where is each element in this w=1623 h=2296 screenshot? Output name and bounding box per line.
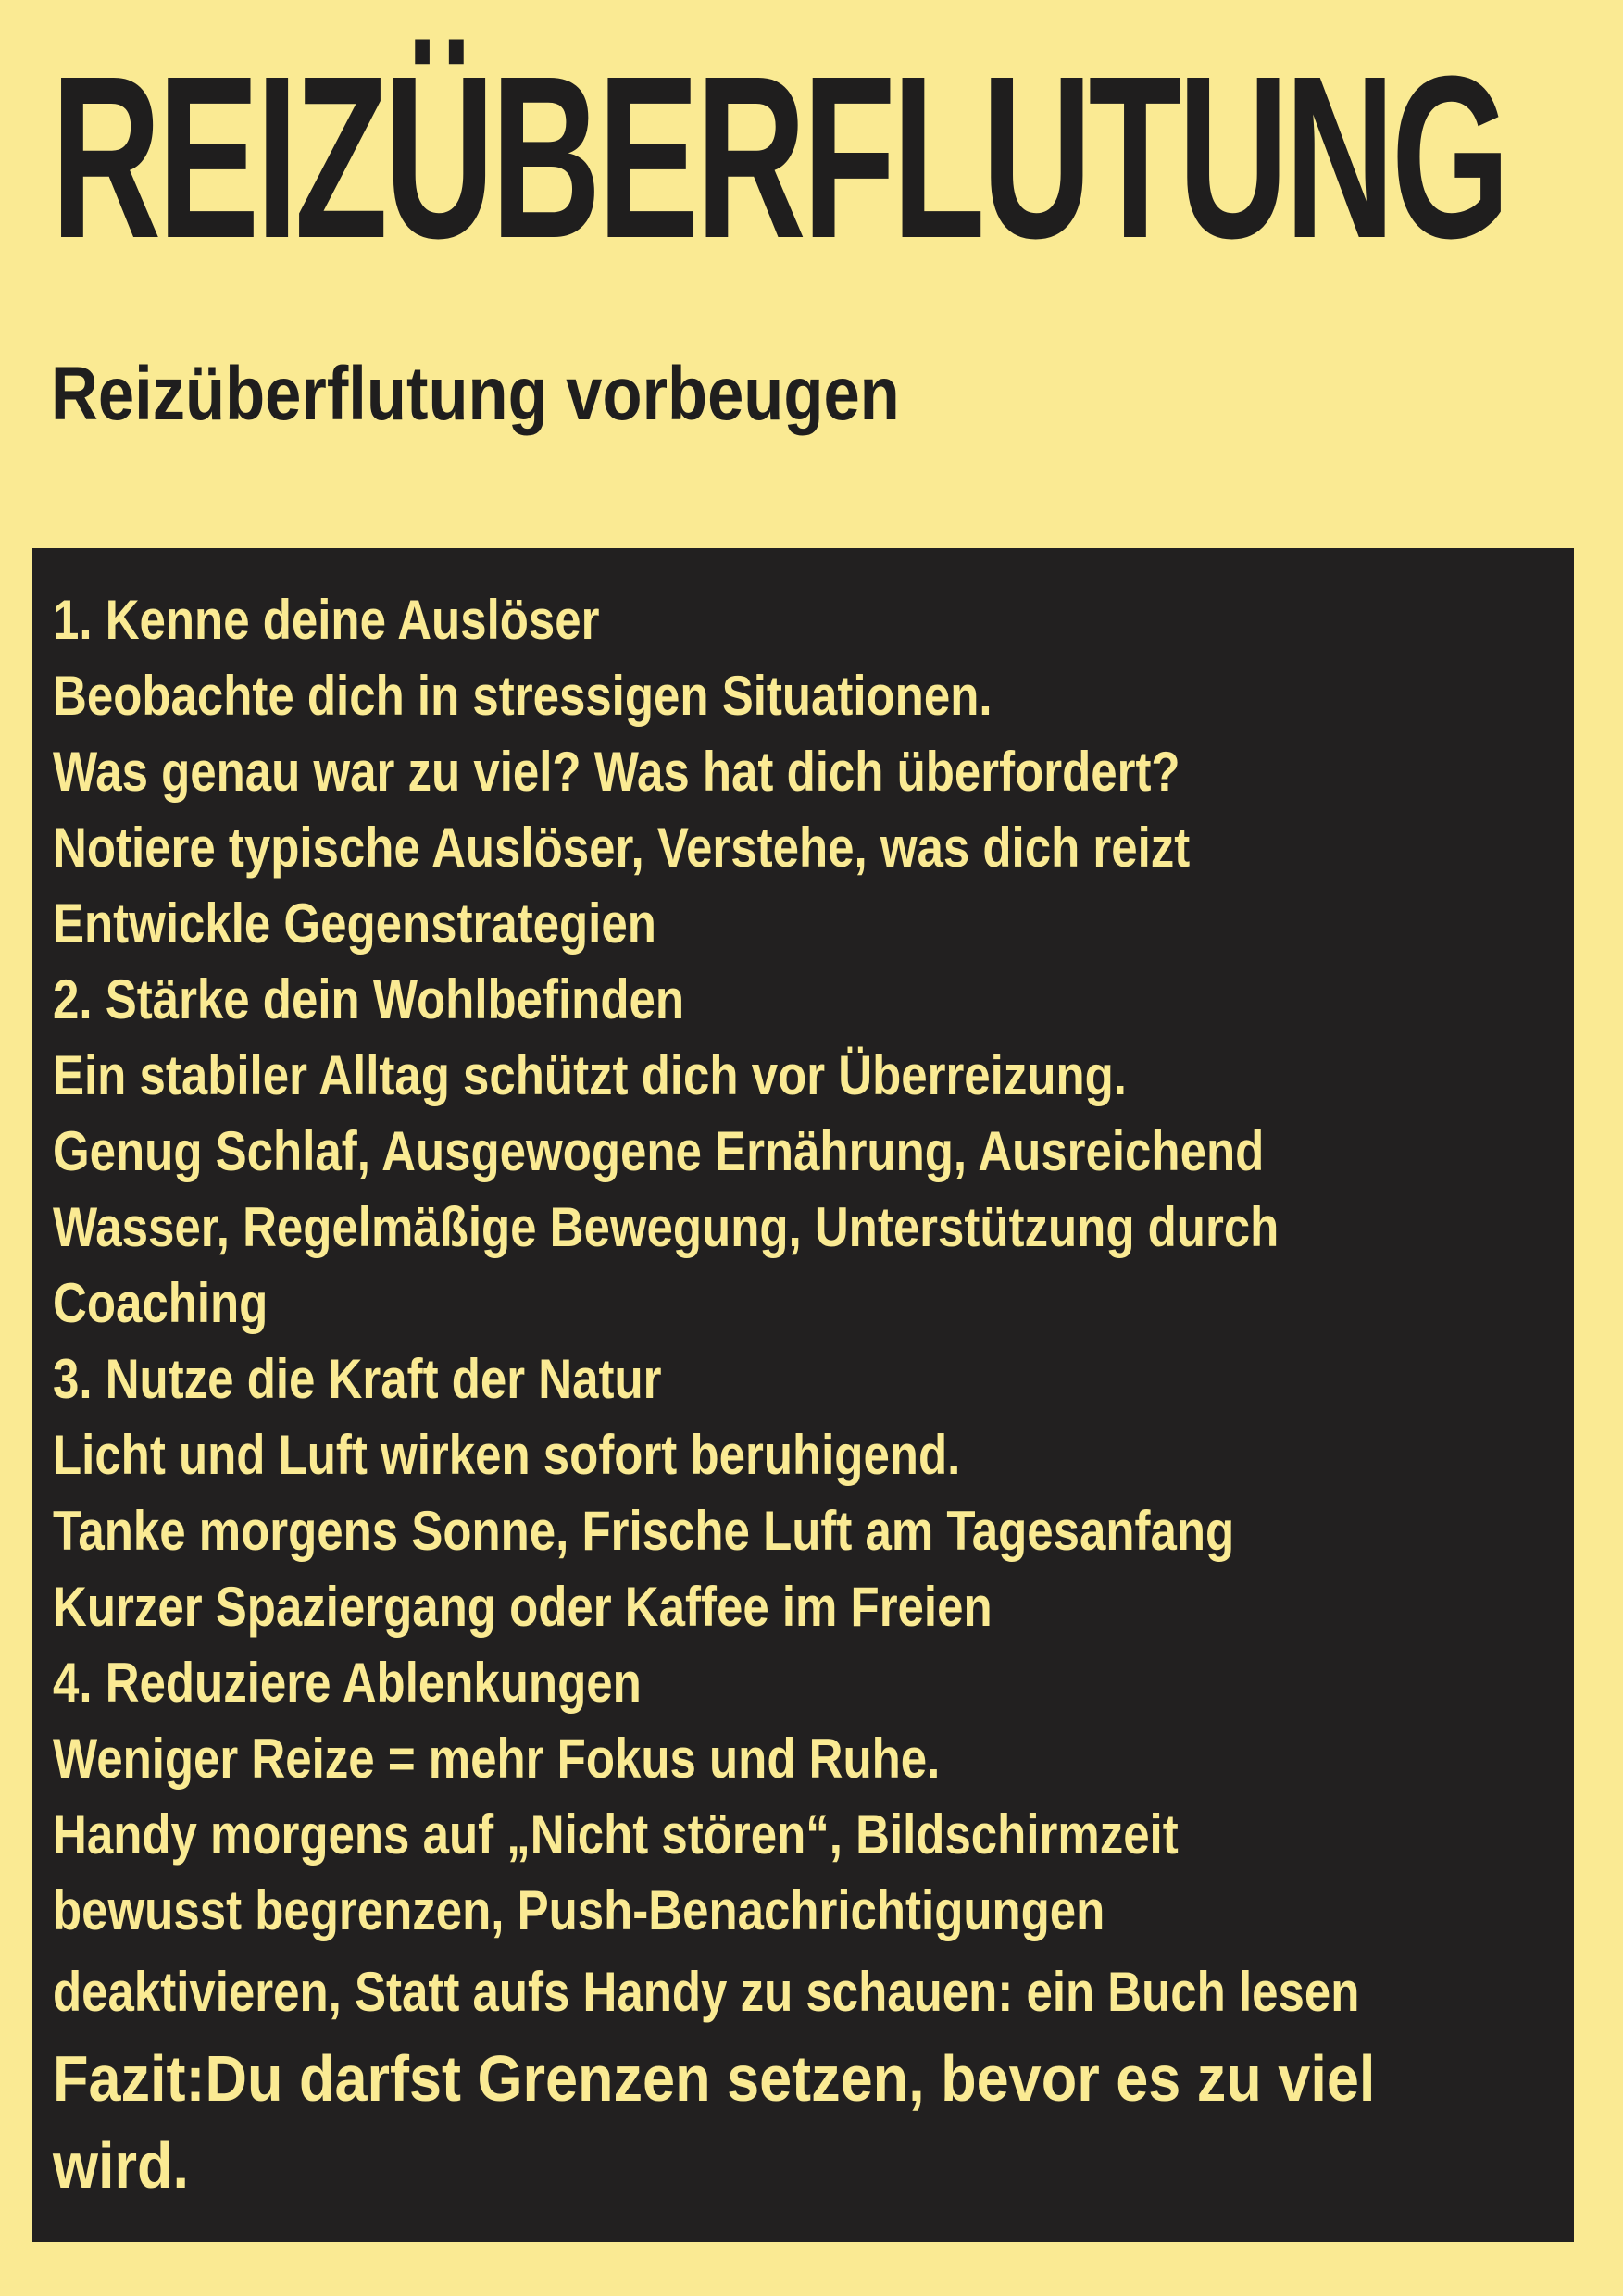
page-subtitle: Reizüberflutung vorbeugen: [51, 352, 900, 436]
text-line: Was genau war zu viel? Was hat dich überfordert?: [53, 741, 1180, 803]
text-line: Handy morgens auf „Nicht stören“, Bildschirmzeit: [53, 1803, 1179, 1866]
conclusion-line: wird.: [53, 2129, 190, 2202]
content-panel: [32, 548, 1574, 2242]
text-line: Beobachte dich in stressigen Situationen.: [53, 665, 993, 727]
page-title: REIZÜBERFLUTUNG: [51, 28, 1507, 286]
heading-triggers: 1. Kenne deine Auslöser: [53, 589, 600, 651]
heading-distractions: 4. Reduziere Ablenkungen: [53, 1652, 642, 1714]
text-line: bewusst begrenzen, Push-Benachrichtigungen: [53, 1879, 1105, 1941]
text-line: Tanke morgens Sonne, Frische Luft am Tagesanfang: [53, 1500, 1235, 1562]
heading-nature: 3. Nutze die Kraft der Natur: [53, 1348, 662, 1410]
text-line: Wasser, Regelmäßige Bewegung, Unterstützung durch: [53, 1196, 1280, 1258]
text-line: Entwickle Gegenstrategien: [53, 892, 656, 955]
text-line: Weniger Reize = mehr Fokus und Ruhe.: [53, 1728, 941, 1790]
text-line: Licht und Luft wirken sofort beruhigend.: [53, 1424, 961, 1486]
heading-wellbeing: 2. Stärke dein Wohlbefinden: [53, 968, 685, 1030]
text-line: Genug Schlaf, Ausgewogene Ernährung, Ausreichend: [53, 1120, 1265, 1182]
text-line: Notiere typische Auslöser, Verstehe, was dich reizt: [53, 817, 1191, 879]
conclusion-line: Fazit:Du darfst Grenzen setzen, bevor es zu viel: [53, 2042, 1376, 2115]
text-line: deaktivieren, Statt aufs Handy zu schauen: ein Buch lesen: [53, 1961, 1360, 2023]
text-line: Kurzer Spaziergang oder Kaffee im Freien: [53, 1576, 993, 1638]
text-line: Ein stabiler Alltag schützt dich vor Überreizung.: [53, 1044, 1127, 1106]
text-line: Coaching: [53, 1272, 268, 1334]
